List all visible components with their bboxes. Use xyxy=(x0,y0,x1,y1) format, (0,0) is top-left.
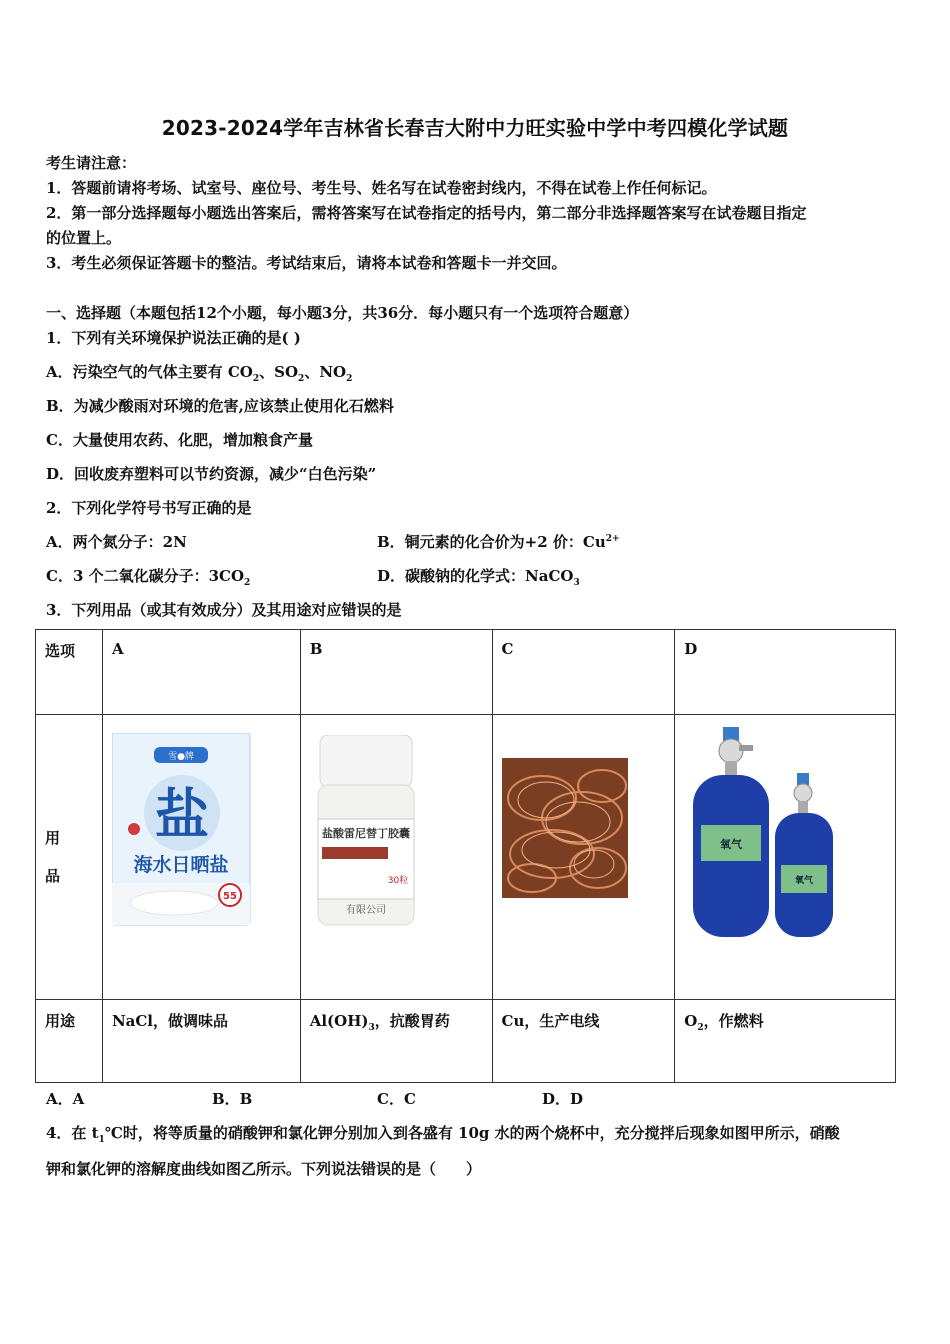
use-d: $O_2$，作燃料 xyxy=(675,1000,896,1083)
question-1-option-b: B．为减少酸雨对环境的危害,应该禁止使用化石燃料 xyxy=(46,397,394,415)
question-3-stem: 3．下列用品（或其有效成分）及其用途对应错误的是 xyxy=(46,601,402,619)
header-d: D xyxy=(675,630,896,715)
question-2-stem: 2．下列化学符号书写正确的是 xyxy=(46,499,252,517)
use-row-label: 用途 xyxy=(36,1000,103,1083)
header-c: C xyxy=(492,630,675,715)
question-1-option-c: C．大量使用农药、化肥，增加粮食产量 xyxy=(46,431,313,449)
oxygen-tanks-image xyxy=(693,725,853,945)
salt-char-text: 盐 xyxy=(154,783,209,846)
notice-item-2: 2．第一部分选择题每小题选出答案后，需将答案写在试卷指定的括号内，第二部分非选择题答案写在试卷题目指定 xyxy=(46,204,807,222)
table-header-row xyxy=(36,630,896,715)
question-2-option-c: C．3 个二氧化碳分子：$3CO_2$ xyxy=(46,567,251,588)
question-1-option-d: D．回收废弃塑料可以节约资源，减少“白色污染” xyxy=(46,465,377,483)
question-1-option-a: A．污染空气的气体主要有 $CO_2$、$SO_2$、$NO_2$ xyxy=(46,363,353,384)
use-a: NaCl，做调味品 xyxy=(102,1000,300,1083)
section-heading: 一、选择题（本题包括12个小题，每小题3分，共36分．每小题只有一个选项符合题意） xyxy=(46,304,639,322)
medicine-bottle-image xyxy=(314,735,418,929)
page-title: 2023-2024学年吉林省长春吉大附中力旺实验中学中考四模化学试题 xyxy=(161,116,789,140)
use-b: $Al(OH)_3$，抗酸胃药 xyxy=(300,1000,492,1083)
notice-item-2-cont: 的位置上。 xyxy=(46,229,122,247)
header-option-label: 选项 xyxy=(36,630,103,715)
table-item-row xyxy=(36,715,896,1000)
bottle-count-text: 30粒 xyxy=(387,876,408,886)
question-2-option-b: B．铜元素的化合价为+2 价：$Cu^{2+}$ xyxy=(377,533,620,551)
question-3-answer-c: C．C xyxy=(377,1090,416,1108)
item-c-cell xyxy=(492,715,675,1000)
bottle-company-text: 有限公司 xyxy=(345,905,386,916)
notice-item-1: 1．答题前请将考场、试室号、座位号、考生号、姓名写在试卷密封线内，不得在试卷上作任何标记。 xyxy=(46,179,717,197)
tank-label-large: 氧气 xyxy=(720,838,743,851)
header-a: A xyxy=(102,630,300,715)
question-2-option-d: D．碳酸钠的化学式：NaCO$_3$ xyxy=(377,567,580,588)
question-3-table xyxy=(35,629,896,1083)
notice-heading: 考生请注意： xyxy=(46,154,137,172)
question-4-line-1: 4．在 $t_1℃$时，将等质量的硝酸钾和氯化钾分别加入到各盛有 10g 水的两个烧杯中，充分搅拌后现象如图甲所示，硝酸 xyxy=(46,1124,840,1145)
item-b-cell xyxy=(300,715,492,1000)
header-b: B xyxy=(300,630,492,715)
salt-name-text: 海水日晒盐 xyxy=(133,854,229,876)
notice-item-3: 3．考生必须保证答题卡的整洁。考试结束后，请将本试卷和答题卡一并交回。 xyxy=(46,254,567,272)
salt-package-image xyxy=(112,733,252,927)
question-3-answer-b: B．B xyxy=(212,1090,253,1108)
question-4-line-2: 钾和氯化钾的溶解度曲线如图乙所示。下列说法错误的是（ ） xyxy=(46,1160,482,1178)
item-row-label: 用 品 xyxy=(36,715,103,1000)
question-3-answer-a: A．A xyxy=(46,1090,85,1108)
question-3-answer-d: D．D xyxy=(542,1090,584,1108)
use-c: Cu，生产电线 xyxy=(492,1000,675,1083)
table-use-row xyxy=(36,1000,896,1083)
item-a-cell xyxy=(102,715,300,1000)
item-d-cell xyxy=(675,715,896,1000)
copper-wire-image xyxy=(502,758,628,898)
bottle-text: 盐酸雷尼替丁胶囊 xyxy=(321,827,410,840)
salt-badge-text: 55 xyxy=(222,891,237,902)
question-1-stem: 1．下列有关环境保护说法正确的是( ) xyxy=(46,329,301,347)
question-2-option-a: A．两个氮分子：2N xyxy=(46,533,187,551)
salt-brand-text: 雪●牌 xyxy=(168,752,194,762)
tank-label-small: 氧气 xyxy=(795,876,814,886)
